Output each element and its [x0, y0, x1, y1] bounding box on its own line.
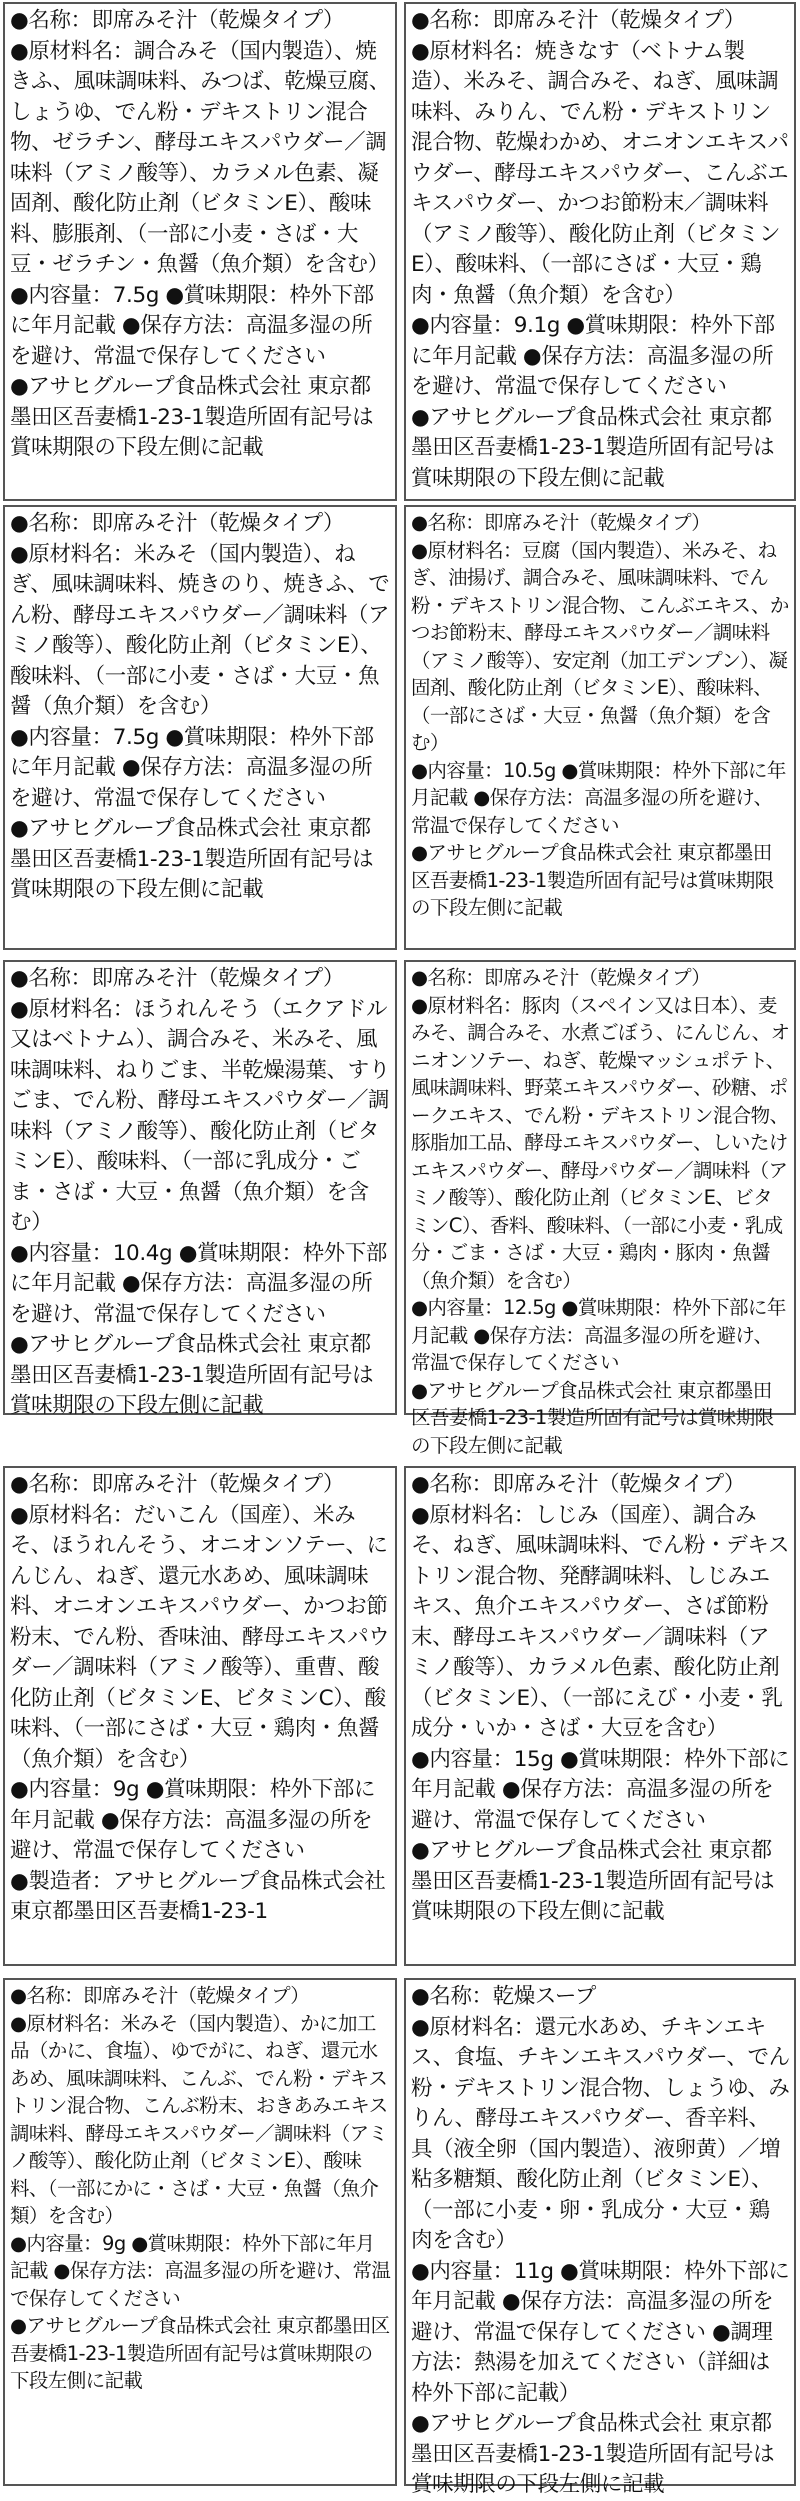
content-storage-text: ●内容量：12.5g ●賞味期限：枠外下部に年月記載 ●保存方法：高温多湿の所を避け、常温で保存してください: [411, 1296, 786, 1374]
ingredients-text: ●原材料名：米みそ（国内製造）、かに加工品（かに、食塩）、ゆでがに、ねぎ、還元水あめ、風味調味料、こんぶ、でん粉・デキストリン混合物、こんぶ粉末、おきあみエキス調味料、酵母エキスパウダー／調味料（アミノ酸等）、酸化防止剤（ビタミンE）、酸味料、（一部にかに・さば・大豆・魚醤（魚介類）を含む）: [10, 2011, 388, 2227]
panel-mitsuba-fu: [3, 2, 397, 501]
ingredients-text: ●原材料名：ほうれんそう（エクアドル又はベトナム）、調合みそ、米みそ、風味調味料、ねりごま、半乾燥湯葉、すりごま、でん粉、酵母エキスパウダー／調味料（アミノ酸等）、酸化防止剤（ビタミンE）、酸味料、（一部に乳成分・ごま・さば・大豆・魚醤（魚介類）を含む）: [10, 996, 390, 1235]
manufacturer-text: ●アサヒグループ食品株式会社 東京都墨田区吾妻橋1-23-1製造所固有記号は賞味期限の下段左側に記載: [411, 1378, 774, 1457]
panel-shijimi: [404, 1466, 796, 1966]
manufacturer-text: ●アサヒグループ食品株式会社 東京都墨田区吾妻橋1-23-1製造所固有記号は賞味期限の下段左側に記載: [411, 1838, 775, 1924]
panel-negi-nori: [3, 505, 397, 950]
manufacturer-text: ●アサヒグループ食品株式会社 東京都墨田区吾妻橋1-23-1製造所固有記号は賞味期限の下段左側に記載: [411, 841, 774, 919]
panel-yakinasu: [404, 2, 796, 501]
content-storage-text: ●内容量：10.5g ●賞味期限：枠外下部に年月記載 ●保存方法：高温多湿の所を避け、常温で保存してください: [411, 758, 786, 837]
content-storage-text: ●内容量：15g ●賞味期限：枠外下部に年月記載 ●保存方法：高温多湿の所を避け、常温で保存してください: [411, 1746, 790, 1833]
product-name: ●名称：即席みそ汁（乾燥タイプ）: [10, 1472, 345, 1497]
panel-kani: [3, 1978, 397, 2486]
product-name: ●名称：即席みそ汁（乾燥タイプ）: [411, 511, 711, 534]
manufacturer-text: ●アサヒグループ食品株式会社 東京都墨田区吾妻橋1-23-1製造所固有記号は賞味期限の下段左側に記載: [411, 404, 775, 491]
panel-tofu-aburaage: [404, 505, 796, 950]
product-name: ●名称：即席みそ汁（乾燥タイプ）: [411, 8, 746, 33]
panel-tamago-soup: [404, 1978, 796, 2497]
product-name: ●名称：即席みそ汁（乾燥タイプ）: [10, 1984, 310, 2007]
panel-hourensou: [3, 960, 397, 1418]
ingredients-text: ●原材料名：豆腐（国内製造）、米みそ、ねぎ、油揚げ、調合みそ、風味調味料、でん粉・デキストリン混合物、こんぶエキス、かつお節粉末、酵母エキスパウダー／調味料（アミノ酸等）、安定剤（加工デンプン）、凝固剤、酸化防止剤（ビタミンE）、酸味料、（一部にさば・大豆・魚醤（魚介類）を含む）: [411, 538, 789, 754]
manufacturer-text: ●アサヒグループ食品株式会社 東京都墨田区吾妻橋1-23-1製造所固有記号は賞味期限の下段左側に記載: [10, 374, 374, 460]
ingredients-text: ●原材料名：調合みそ（国内製造）、焼きふ、風味調味料、みつば、乾燥豆腐、しょうゆ、でん粉・デキストリン混合物、ゼラチン、酵母エキスパウダー／調味料（アミノ酸等）、カラメル色素、凝固剤、酸化防止剤（ビタミンE）、酸味料、膨脹剤、（一部に小麦・さば・大豆・ゼラチン・魚醤（魚介類）を含む）: [10, 38, 390, 277]
content-storage-text: ●内容量：7.5g ●賞味期限：枠外下部に年月記載 ●保存方法：高温多湿の所を避け、常温で保存してください: [10, 724, 374, 811]
manufacturer-text: ●アサヒグループ食品株式会社 東京都墨田区吾妻橋1-23-1製造所固有記号は賞味期限の下段左側に記載: [10, 1332, 374, 1418]
ingredients-text: ●原材料名：だいこん（国産）、米みそ、ほうれんそう、オニオンソテー、にんじん、ねぎ、還元水あめ、風味調味料、オニオンエキスパウダー、かつお節粉末、でん粉、香味油、酵母エキスパウダー／調味料（アミノ酸等）、重曹、酸化防止剤（ビタミンE、ビタミンC）、酸味料、（一部にさば・大豆・鶏肉・魚醤（魚介類）を含む）: [10, 1502, 390, 1772]
product-name: ●名称：乾燥スープ: [411, 1984, 597, 2009]
content-storage-text: ●内容量：9g ●賞味期限：枠外下部に年月記載 ●保存方法：高温多湿の所を避け、常温で保存してください: [10, 1777, 376, 1863]
content-storage-text: ●内容量：9g ●賞味期限：枠外下部に年月記載 ●保存方法：高温多湿の所を避け、常温で保存してください: [10, 2231, 391, 2310]
manufacturer-text: ●アサヒグループ食品株式会社 東京都墨田区吾妻橋1-23-1製造所固有記号は賞味期限の下段左側に記載: [10, 2314, 390, 2392]
content-storage-text: ●内容量：7.5g ●賞味期限：枠外下部に年月記載 ●保存方法：高温多湿の所を避け、常温で保存してください: [10, 282, 374, 369]
content-storage-text: ●内容量：10.4g ●賞味期限：枠外下部に年月記載 ●保存方法：高温多湿の所を避け、常温で保存してください: [10, 1240, 387, 1327]
product-name: ●名称：即席みそ汁（乾燥タイプ）: [10, 8, 345, 33]
product-name: ●名称：即席みそ汁（乾燥タイプ）: [10, 966, 345, 991]
ingredients-text: ●原材料名：米みそ（国内製造）、ねぎ、風味調味料、焼きのり、焼きふ、でん粉、酵母エキスパウダー／調味料（アミノ酸等）、酸化防止剤（ビタミンE）、酸味料、（一部に小麦・さば・大豆・魚醤（魚介類）を含む）: [10, 541, 390, 719]
ingredients-text: ●原材料名：豚肉（スペイン又は日本）、麦みそ、調合みそ、水煮ごぼう、にんじん、オニオンソテー、ねぎ、乾燥マッシュポテト、風味調味料、野菜エキスパウダー、砂糖、ポークエキス、でん粉・デキストリン混合物、豚脂加工品、酵母エキスパウダー、しいたけエキスパウダー、酵母パウダー／調味料（アミノ酸等）、酸化防止剤（ビタミンE、ビタミンC）、香料、酸味料、（一部に小麦・乳成分・ごま・さば・大豆・鶏肉・豚肉・魚醤（魚介類）を含む）: [411, 993, 790, 1292]
product-name: ●名称：即席みそ汁（乾燥タイプ）: [411, 1472, 746, 1497]
manufacturer-text: ●アサヒグループ食品株式会社 東京都墨田区吾妻橋1-23-1製造所固有記号は賞味期限の下段左側に記載: [10, 816, 374, 902]
ingredients-text: ●原材料名：しじみ（国産）、調合みそ、ねぎ、風味調味料、でん粉・デキストリン混合物、発酵調味料、しじみエキス、魚介エキスパウダー、さば節粉末、酵母エキスパウダー／調味料（アミノ酸等）、カラメル色素、酸化防止剤（ビタミンE）、（一部にえび・小麦・乳成分・いか・さば・大豆を含む）: [411, 1502, 790, 1741]
product-name: ●名称：即席みそ汁（乾燥タイプ）: [10, 511, 345, 536]
product-name: ●名称：即席みそ汁（乾燥タイプ）: [411, 966, 711, 989]
manufacturer-text: ●アサヒグループ食品株式会社 東京都墨田区吾妻橋1-23-1製造所固有記号は賞味期限の下段左側に記載: [411, 2411, 775, 2497]
panel-tonjiru: [404, 960, 796, 1457]
ingredients-text: ●原材料名：焼きなす（ベトナム製造）、米みそ、調合みそ、ねぎ、風味調味料、みりん、でん粉・デキストリン混合物、乾燥わかめ、オニオンエキスパウダー、酵母エキスパウダー、こんぶエキスパウダー、かつお節粉末／調味料（アミノ酸等）、酸化防止剤（ビタミンE）、酸味料、（一部にさば・大豆・鶏肉・魚醤（魚介類）を含む）: [411, 38, 789, 308]
content-storage-text: ●内容量：9.1g ●賞味期限：枠外下部に年月記載 ●保存方法：高温多湿の所を避け、常温で保存してください: [411, 313, 775, 399]
manufacturer-text: ●製造者：アサヒグループ食品株式会社 東京都墨田区吾妻橋1-23-1: [10, 1868, 386, 1924]
panel-daikon: [3, 1466, 397, 1966]
content-storage-text: ●内容量：11g ●賞味期限：枠外下部に年月記載 ●保存方法：高温多湿の所を避け、常温で保存してください ●調理方法：熱湯を加えてください（詳細は枠外下部に記載）: [411, 2258, 790, 2406]
ingredients-text: ●原材料名：還元水あめ、チキンエキス、食塩、チキンエキスパウダー、でん粉・デキストリン混合物、しょうゆ、みりん、酵母エキスパウダー、香辛料、具（液全卵（国内製造）、液卵黄）／増粘多糖類、酸化防止剤（ビタミンE）、（一部に小麦・卵・乳成分・大豆・鶏肉を含む）: [411, 2014, 790, 2253]
